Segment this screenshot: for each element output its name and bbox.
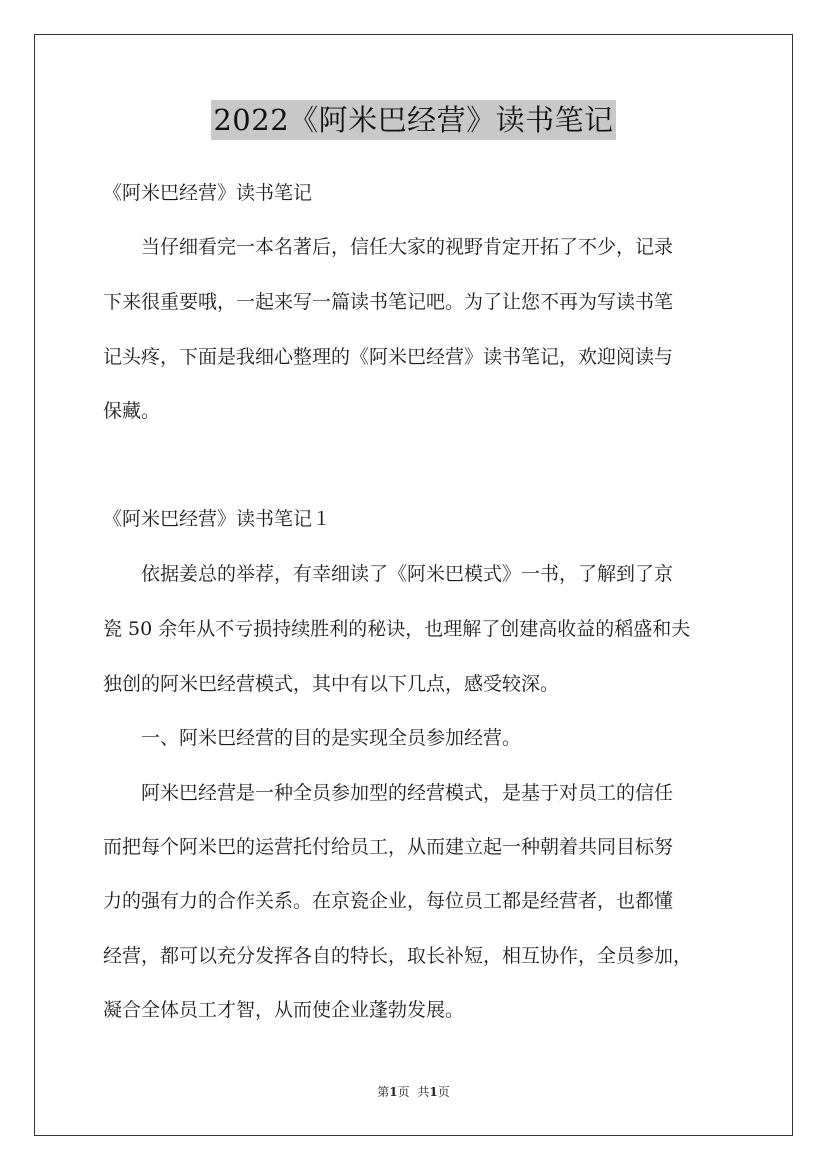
section-heading: 《阿米巴经营》读书笔记 [103, 182, 313, 204]
page-prefix: 第 [377, 1085, 390, 1099]
total-unit: 页 [437, 1085, 450, 1099]
page-footer [0, 1084, 827, 1100]
paragraph-line: 凝合全体员工才智，从而使企业蓬勃发展。 [103, 999, 465, 1021]
paragraph-line: 依据姜总的举荐，有幸细读了《阿米巴模式》一书，了解到了京 [103, 563, 674, 585]
page-unit: 页 [397, 1085, 410, 1099]
page-current: 1 [389, 1085, 398, 1099]
paragraph-line: 保藏。 [103, 400, 161, 422]
paragraph-line: 经营，都可以充分发挥各自的特长，取长补短，相互协作，全员参加， [103, 945, 693, 967]
paragraph-line: 一、阿米巴经营的目的是实现全员参加经营。 [103, 727, 522, 749]
paragraph-line: 当仔细看完一本名著后，信任大家的视野肯定开拓了不少，记录 [103, 236, 674, 258]
paragraph-line: 力的强有力的合作关系。在京瓷企业，每位员工都是经营者，也都懂 [103, 890, 674, 912]
paragraph-line: 瓷 50 余年从不亏损持续胜利的秘诀，也理解了创建高收益的稻盛和夫 [103, 618, 691, 640]
document-title: 2022《阿米巴经营》读书笔记 [211, 100, 615, 140]
section-heading: 《阿米巴经营》读书笔记１ [103, 508, 332, 530]
title-container [0, 100, 827, 140]
paragraph-line: 记头疼，下面是我细心整理的《阿米巴经营》读书笔记，欢迎阅读与 [103, 346, 674, 368]
paragraph-line: 阿米巴经营是一种全员参加型的经营模式，是基于对员工的信任 [103, 782, 674, 804]
paragraph-line: 下来很重要哦，一起来写一篇读书笔记吧。为了让您不再为写读书笔 [103, 291, 674, 313]
paragraph-line: 独创的阿米巴经营模式，其中有以下几点，感受较深。 [103, 673, 560, 695]
paragraph-line: 而把每个阿米巴的运营托付给员工，从而建立起一种朝着共同目标努 [103, 836, 674, 858]
total-prefix: 共 [417, 1085, 430, 1099]
page-total: 1 [429, 1085, 438, 1099]
